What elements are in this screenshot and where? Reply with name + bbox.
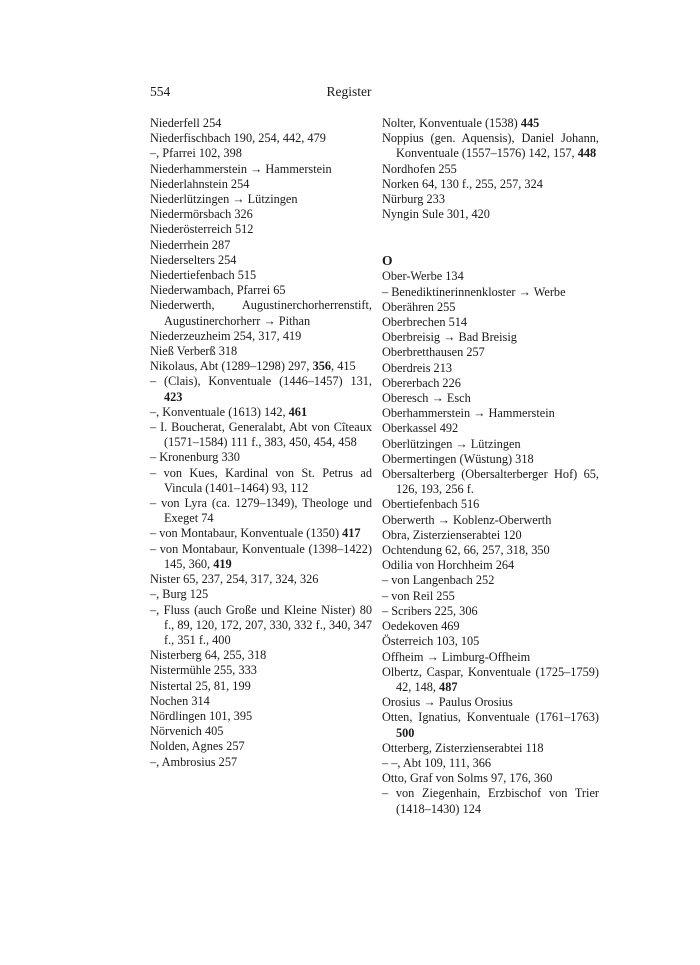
index-entry: [382, 330, 599, 345]
entry-text: Nochen 314: [150, 693, 210, 708]
index-entry: [150, 344, 372, 359]
index-entry: [150, 329, 372, 344]
index-entry: [150, 739, 372, 754]
entry-text: Olbertz, Caspar, Konventuale (1725–1759) 42, 148,: [382, 664, 599, 694]
index-entry: [150, 542, 372, 572]
index-entry: [382, 634, 599, 649]
entry-text: Nister 65, 237, 254, 317, 324, 326: [150, 572, 319, 587]
page-header: [150, 84, 548, 100]
entry-text: Obermertingen (Wüstung) 318: [382, 451, 534, 466]
index-entry: [150, 268, 372, 283]
index-entry: [150, 177, 372, 192]
index-entry: [150, 572, 372, 587]
entry-text: – Benediktinerinnenkloster → Werbe: [382, 284, 566, 299]
index-entry: [382, 741, 599, 756]
entry-text: Niederselters 254: [150, 252, 237, 267]
index-entry: [382, 177, 599, 192]
index-entry: [382, 771, 599, 786]
index-entry: [382, 786, 599, 816]
entry-text: Nürburg 233: [382, 192, 445, 207]
entry-text: Niederwambach, Pfarrei 65: [150, 283, 286, 298]
entry-text: Niederzeuzheim 254, 317, 419: [150, 328, 302, 343]
index-entry: [382, 192, 599, 207]
entry-text: Oberbrechen 514: [382, 315, 468, 330]
index-entry: [382, 376, 599, 391]
entry-text: Nyngin Sule 301, 420: [382, 207, 490, 222]
entry-page-ref-bold: 423: [164, 389, 183, 404]
index-entry: [150, 526, 372, 541]
entry-text: Oberlützingen → Lützingen: [382, 436, 521, 451]
index-entry: [382, 710, 599, 740]
entry-text: Obra, Zisterzienserabtei 120: [382, 527, 522, 542]
entry-text: Offheim → Limburg-Offheim: [382, 649, 531, 664]
index-entry: [382, 543, 599, 558]
index-entry: [150, 648, 372, 663]
index-entry: [382, 452, 599, 467]
entry-text: Obererbach 226: [382, 375, 461, 390]
entry-text: – –, Abt 109, 111, 366: [382, 755, 492, 770]
index-entry: [150, 238, 372, 253]
entry-text: – Kronenburg 330: [150, 450, 240, 465]
entry-text: Nistertal 25, 81, 199: [150, 678, 251, 693]
index-entry: [150, 405, 372, 420]
entry-text: Niederlahnstein 254: [150, 176, 250, 191]
entry-text: Oedekoven 469: [382, 619, 460, 634]
entry-text: Noppius (gen. Aquensis), Daniel Johann, Konventuale (1557–1576) 142, 157,: [382, 131, 599, 161]
entry-page-ref-bold: 448: [577, 146, 597, 161]
entry-page-ref-bold: 445: [520, 116, 540, 130]
entry-text: Nikolaus, Abt (1289–1298) 297,: [150, 359, 313, 374]
index-entry: [150, 755, 372, 770]
entry-text: –, Konventuale (1613) 142,: [150, 404, 289, 419]
index-entry: [150, 298, 372, 328]
entry-text: – I. Boucherat, Generalabt, Abt von Cîteaux (1571–1584) 111 f., 383, 450, 454, 458: [150, 420, 372, 450]
index-entry: [382, 437, 599, 452]
index-entry: [382, 528, 599, 543]
entry-text: Oberbreisig → Bad Breisig: [382, 330, 517, 345]
entry-text: Nistermühle 255, 333: [150, 663, 257, 678]
index-entry: [382, 665, 599, 695]
entry-page-ref-bold: 356: [312, 359, 332, 374]
index-entry: [382, 513, 599, 528]
index-entry: [150, 587, 372, 602]
entry-text: Ochtendung 62, 66, 257, 318, 350: [382, 543, 550, 558]
entry-text: Oberdreis 213: [382, 360, 453, 375]
entry-text: Oberähren 255: [382, 299, 456, 314]
entry-text: Odilia von Horchheim 264: [382, 558, 515, 573]
entry-text: Niederfischbach 190, 254, 442, 479: [150, 131, 326, 146]
entry-text: Orosius → Paulus Orosius: [382, 695, 513, 710]
entry-text: – von Ziegenhain, Erzbischof von Trier (1418–1430) 124: [382, 786, 599, 816]
entry-text: – von Montabaur, Konventuale (1350): [150, 526, 343, 541]
page-number: 554: [150, 84, 171, 99]
index-entry: [382, 573, 599, 588]
entry-text: Nolden, Agnes 257: [150, 739, 245, 754]
index-entry: [382, 619, 599, 634]
index-entry: [382, 300, 599, 315]
entry-text: Ober-Werbe 134: [382, 269, 464, 284]
entry-page-ref-bold: 461: [288, 404, 308, 419]
entry-text: – von Reil 255: [382, 588, 455, 603]
entry-page-ref-bold: 419: [213, 556, 232, 571]
index-entry: [150, 207, 372, 222]
index-entry: [150, 222, 372, 237]
index-column-right: [382, 116, 599, 817]
entry-text: –, Burg 125: [150, 587, 209, 602]
index-entry: [382, 315, 599, 330]
entry-text: Oberesch → Esch: [382, 391, 471, 406]
index-entry: [382, 162, 599, 177]
index-entry: [150, 283, 372, 298]
index-entry: [382, 361, 599, 376]
index-entry: [150, 724, 372, 739]
entry-text: Oberwerth → Koblenz-Oberwerth: [382, 512, 552, 527]
index-entry: [382, 269, 599, 284]
index-column-left: [150, 116, 372, 770]
index-entry: [150, 420, 372, 450]
index-entry: [150, 116, 372, 131]
entry-text: , 415: [331, 359, 356, 374]
entry-page-ref-bold: 500: [396, 725, 415, 740]
entry-page-ref-bold: 487: [439, 679, 458, 694]
index-entry: [150, 450, 372, 465]
entry-text: Obertiefenbach 516: [382, 497, 480, 512]
entry-text: Nörvenich 405: [150, 724, 224, 739]
index-entry: [150, 496, 372, 526]
entry-text: Oberkassel 492: [382, 421, 459, 436]
entry-text: –, Fluss (auch Große und Kleine Nister) 80 f., 89, 120, 172, 207, 330, 332 f., 340, 347 f., 351 f., 400: [150, 602, 373, 647]
index-entry: [150, 603, 372, 649]
entry-text: –, Pfarrei 102, 398: [150, 146, 242, 161]
index-entry: [382, 345, 599, 360]
index-entry: [150, 694, 372, 709]
running-title: Register: [326, 84, 372, 99]
index-entry: [382, 467, 599, 497]
index-entry: [150, 253, 372, 268]
index-entry: [150, 466, 372, 496]
index-entry: [382, 497, 599, 512]
index-entry: [382, 207, 599, 222]
entry-text: Niederlützingen → Lützingen: [150, 192, 298, 207]
entry-text: Nieß Verberß 318: [150, 344, 238, 359]
entry-text: Norken 64, 130 f., 255, 257, 324: [382, 176, 543, 191]
index-entry: [382, 589, 599, 604]
index-group-n-continued: [382, 116, 599, 222]
section-letter: O: [382, 253, 393, 269]
entry-text: Nolter, Konventuale (1538): [382, 116, 521, 130]
entry-text: – von Kues, Kardinal von St. Petrus ad Vincula (1401–1464) 93, 112: [150, 465, 372, 495]
entry-text: Oberhammerstein → Hammerstein: [382, 406, 555, 421]
index-entry: [150, 146, 372, 161]
entry-text: Niederösterreich 512: [150, 222, 254, 237]
entry-text: Niederfell 254: [150, 116, 222, 130]
entry-text: Niederhammerstein → Hammerstein: [150, 161, 332, 176]
index-entry: [382, 406, 599, 421]
index-entry: [382, 558, 599, 573]
index-entry: [150, 162, 372, 177]
index-entry: [382, 285, 599, 300]
entry-text: Otterberg, Zisterzienserabtei 118: [382, 740, 544, 755]
entry-text: – Scribers 225, 306: [382, 603, 478, 618]
index-entry: [382, 756, 599, 771]
entry-text: Otto, Graf von Solms 97, 176, 360: [382, 771, 553, 786]
entry-text: Niedertiefenbach 515: [150, 268, 257, 283]
entry-text: Österreich 103, 105: [382, 634, 480, 649]
index-entry: [382, 131, 599, 161]
index-entry: [150, 374, 372, 404]
index-entry: [382, 116, 599, 131]
index-entry: [382, 695, 599, 710]
entry-page-ref-bold: 417: [342, 526, 361, 541]
index-entry: [150, 192, 372, 207]
entry-text: – von Lyra (ca. 1279–1349), Theologe und Exeget 74: [150, 496, 372, 526]
entry-text: Nordhofen 255: [382, 161, 457, 176]
entry-text: – (Clais), Konventuale (1446–1457) 131,: [150, 374, 372, 389]
index-entry: [150, 663, 372, 678]
index-entry: [382, 391, 599, 406]
entry-text: – von Montabaur, Konventuale (1398–1422) 145, 360,: [150, 541, 372, 571]
index-group-o: [382, 269, 599, 816]
index-entry: [150, 709, 372, 724]
entry-text: Oberbretthausen 257: [382, 345, 485, 360]
index-entry: [150, 131, 372, 146]
entry-text: Nisterberg 64, 255, 318: [150, 648, 267, 663]
entry-text: Otten, Ignatius, Konventuale (1761–1763): [382, 710, 599, 725]
entry-text: – von Langenbach 252: [382, 573, 495, 588]
entry-text: Obersalterberg (Obersalterberger Hof) 65, 126, 193, 256 f.: [382, 467, 599, 497]
index-entry: [150, 359, 372, 374]
entry-text: Niedermörsbach 326: [150, 207, 253, 222]
entry-text: –, Ambrosius 257: [150, 754, 238, 769]
index-entry: [382, 650, 599, 665]
entry-text: Niederwerth, Augustinerchorherrenstift, Augustinerchorherr → Pithan: [150, 298, 372, 328]
entry-text: Nördlingen 101, 395: [150, 708, 253, 723]
index-entry: [382, 604, 599, 619]
index-entry: [150, 679, 372, 694]
index-entry: [382, 421, 599, 436]
entry-text: Niederrhein 287: [150, 237, 231, 252]
